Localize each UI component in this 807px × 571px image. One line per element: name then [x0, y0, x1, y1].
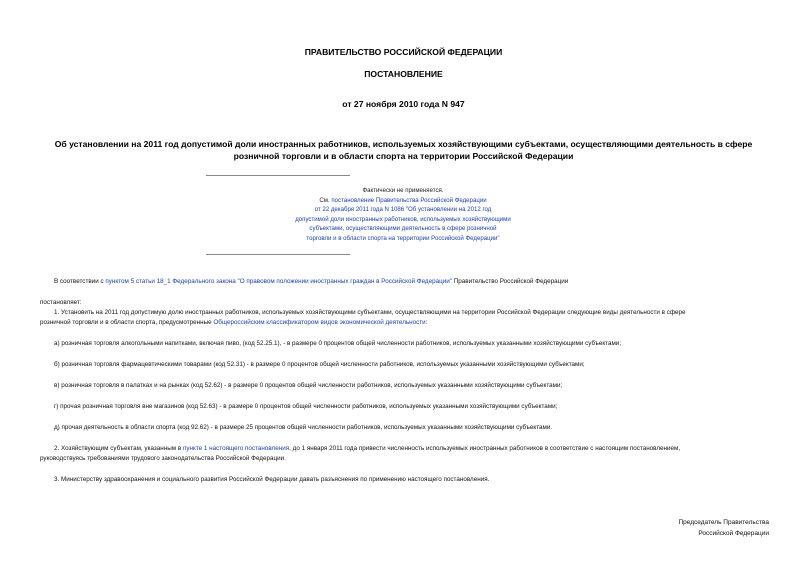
doc-title	[40, 138, 767, 162]
clause-2	[40, 444, 767, 463]
clause-2-line	[40, 444, 767, 454]
note-top-rule	[206, 175, 350, 176]
list-item: в) розничная торговля в палатках и на рынках (код 52.62) - в размере 0 процентов общей численности работников, используемых указанными хозяйствующими субъектами;	[54, 382, 563, 389]
preamble-text: В соответствии с	[54, 278, 106, 285]
doc-title-line: Об установлении на 2011 год допустимой доли иностранных работников, используемых хозяйствующими субъектами, осуществляющими деятельность в сфере	[54, 139, 753, 149]
clause-reference-link[interactable]: пункте 1 настоящего постановления	[182, 445, 290, 452]
decree-word: постановляет:	[40, 299, 82, 306]
note-link[interactable]: постановление Правительства Российской Федерации	[331, 196, 487, 204]
preamble-paragraph	[40, 277, 781, 287]
clause-1-line	[40, 318, 767, 328]
signature-block	[678, 517, 769, 539]
clause-1-line: 1. Установить на 2011 год допустимую долю иностранных работников, используемых хозяйствующими субъектами, осуществляющими на территории Российской Федерации следующие виды деятельности в сфере	[54, 309, 686, 316]
clause-1-text: розничной торговли и в области спорта, предусмотренные	[40, 318, 214, 326]
clause-1-text: :	[425, 318, 428, 326]
doc-type-heading: ПОСТАНОВЛЕНИЕ	[364, 69, 443, 79]
list-item: б) розничная торговля фармацевтическими товарами (код 52.31) - в размере 0 процентов общей численности работников, используемых указанными хозяйствующими субъектами;	[54, 361, 585, 368]
doc-date: от 27 ноября 2010 года N 947	[342, 99, 465, 109]
clause-2-text: , до 1 января 2011 года привести численность используемых иностранных работников в соответствие с настоящим постановлением,	[289, 445, 681, 452]
preamble-text: Правительство Российской Федерации	[452, 278, 569, 285]
signature-org: Российской Федерации	[698, 530, 769, 537]
note-link[interactable]: от 22 декабря 2011 года N 1086 "Об установлении на 2012 год	[314, 206, 492, 214]
signature-title: Председатель Правительства	[678, 519, 769, 526]
note-link[interactable]: допустимой доли иностранных работников, используемых хозяйствующими	[295, 215, 511, 223]
classifier-link[interactable]: Общероссийским классификатором видов экономической деятельности	[213, 318, 426, 326]
clause-1	[40, 308, 767, 327]
list-item: г) прочая розничная торговля вне магазинов (код 52.63) - в размере 0 процентов общей численности работников, используемых указанными хозяйствующими субъектами;	[54, 403, 558, 410]
list-item: а) розничная торговля алкогольными напитками, включая пиво, (код 52.25.1), - в размере 0 процентов общей численности работников, используемых указанными хозяйствующими субъектами;	[54, 340, 622, 347]
law-link[interactable]: пунктом 5 статьи 18_1 Федерального закона "О правовом положении иностранных граждан в Российской Федерации"	[105, 278, 452, 285]
status-note	[206, 186, 600, 244]
note-link[interactable]: субъектами, осуществляющими деятельность в сфере розничной	[309, 225, 497, 233]
note-see-line	[206, 196, 600, 206]
clause-2-line: руководствуясь требованиями трудового законодательства Российской Федерации.	[40, 454, 286, 462]
clause-2-text: 2. Хозяйствующим субъектам, указанным в	[54, 445, 183, 452]
clause-3: 3. Министерству здравоохранения и социального развития Российской Федерации давать разъяснения по применению настоящего постановления.	[54, 476, 490, 483]
note-bottom-rule	[206, 254, 350, 255]
org-heading: ПРАВИТЕЛЬСТВО РОССИЙСКОЙ ФЕДЕРАЦИИ	[304, 47, 503, 57]
note-see-label: См.	[319, 196, 332, 204]
note-status: Фактически не применяется.	[362, 187, 444, 194]
list-item: д) прочая деятельность в области спорта (код 92.62) - в размере 25 процентов общей численности работников, используемых указанными хозяйствующими субъектами.	[54, 424, 553, 431]
note-link[interactable]: торговли и в области спорта на территории Российской Федерации"	[306, 234, 500, 242]
doc-title-line: розничной торговли и в области спорта на территории Российской Федерации	[233, 151, 574, 161]
